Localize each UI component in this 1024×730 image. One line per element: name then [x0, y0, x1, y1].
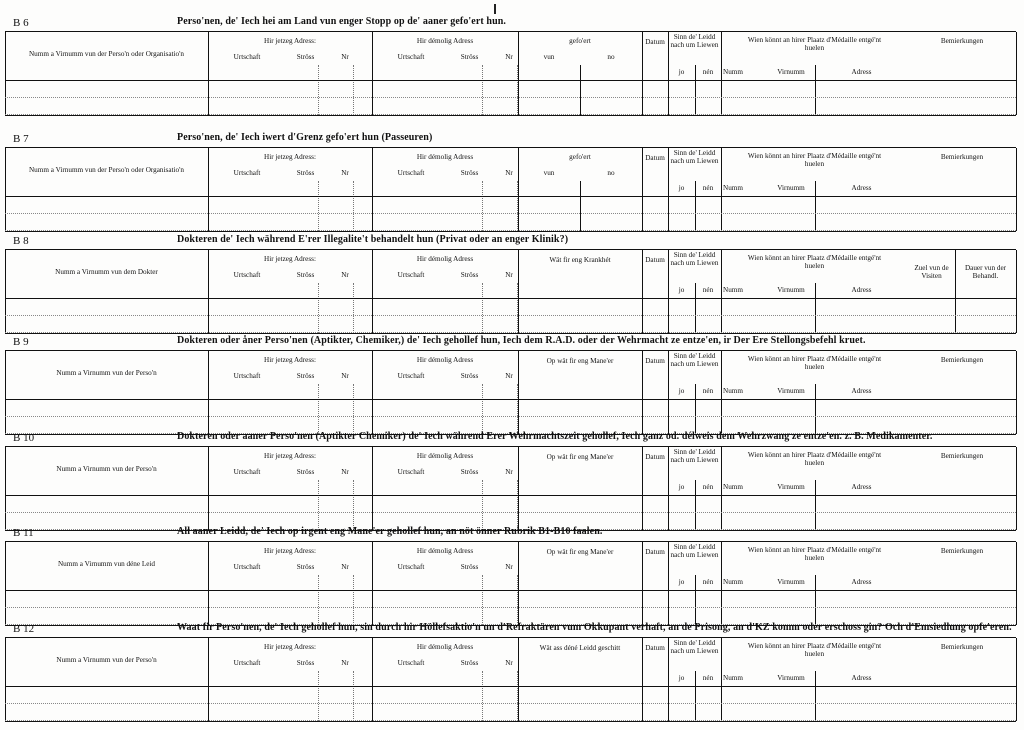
first-column-label: Numm a Virnumm vun der Perso'n: [56, 656, 157, 664]
column-rule: [518, 638, 519, 721]
first-column-label: Numm a Virnumm vun der Perso'n: [56, 465, 157, 473]
table-bottom-rule: [5, 721, 1016, 722]
current-town-label: Urtschaft: [233, 169, 261, 177]
medal-name-label: Numm: [723, 286, 743, 294]
dotted-row-rule: [5, 720, 1016, 721]
medal-firstname-label: Virnumm: [777, 674, 805, 682]
column-rule: [1016, 542, 1017, 625]
column-rule: [721, 542, 722, 625]
current-address-label: Hir jetzeg Adress:: [264, 37, 316, 45]
lives-no-label: nén: [702, 674, 714, 682]
section-header: [5, 15, 1016, 32]
column-rule: [721, 32, 722, 115]
current-address-label: Hir jetzeg Adress:: [264, 255, 316, 263]
header-bottom-rule: [5, 196, 1016, 197]
lives-yes-label: jo: [678, 578, 685, 586]
address-subcolumn-rule: [318, 181, 319, 231]
section-table: [5, 148, 1016, 231]
medal-label: Wien könnt an hirer Plaatz d'Médaille entgé'nt huelen: [747, 254, 882, 270]
current-town-label: Urtschaft: [233, 53, 261, 61]
remarks-label: Bemierkungen: [940, 643, 984, 651]
lives-label: Sinn de' Leidd nach um Liewen: [670, 251, 719, 267]
address-subcolumn-rule: [517, 384, 518, 434]
route-from-label: vun: [543, 169, 555, 177]
former-street-label: Ströss: [460, 563, 479, 571]
address-subcolumn-rule: [353, 65, 354, 115]
column-rule: [518, 351, 519, 434]
address-subcolumn-rule: [482, 283, 483, 333]
address-subcolumn-rule: [353, 283, 354, 333]
treatment-duration-label: Dauer vun der Behandl.: [964, 264, 1007, 280]
former-address-label: Hir démolig Adress: [416, 37, 474, 45]
first-column-label: Numm a Virnumm vun déne Leid: [57, 560, 156, 568]
form-section-b-6: [5, 15, 1016, 115]
current-street-label: Ströss: [296, 372, 315, 380]
former-street-label: Ströss: [460, 659, 479, 667]
former-address-label: Hir démolig Adress: [416, 643, 474, 651]
former-town-label: Urtschaft: [397, 271, 425, 279]
former-number-label: Nr: [505, 563, 513, 571]
column-rule: [955, 250, 956, 333]
former-town-label: Urtschaft: [397, 563, 425, 571]
lives-yes-label: jo: [678, 483, 685, 491]
address-subcolumn-rule: [353, 575, 354, 625]
current-number-label: Nr: [341, 563, 349, 571]
column-rule: [518, 447, 519, 530]
current-street-label: Ströss: [296, 271, 315, 279]
first-column-label: Numm a Virnumm vun der Perso'n oder Organisatio'n: [28, 50, 184, 58]
column-rule: [1016, 148, 1017, 231]
lives-no-label: nén: [702, 387, 714, 395]
extra-label: Op wät fir eng Mane'er: [546, 548, 614, 556]
datum-label: Datum: [645, 548, 665, 556]
section-table: [5, 250, 1016, 333]
route-from-label: vun: [543, 53, 555, 61]
table-left-edge: [5, 351, 6, 434]
column-rule: [518, 542, 519, 625]
address-subcolumn-rule: [517, 575, 518, 625]
lives-no-label: nén: [702, 68, 714, 76]
extra-label: Wät ass déné Leidd geschitt: [539, 644, 621, 652]
address-subcolumn-rule: [517, 283, 518, 333]
lives-no-label: nén: [702, 578, 714, 586]
address-subcolumn-rule: [318, 384, 319, 434]
datum-label: Datum: [645, 453, 665, 461]
former-street-label: Ströss: [460, 169, 479, 177]
address-subcolumn-rule: [482, 575, 483, 625]
dotted-row-rule: [5, 230, 1016, 231]
current-number-label: Nr: [341, 659, 349, 667]
current-town-label: Urtschaft: [233, 563, 261, 571]
lives-label: Sinn de' Leidd nach um Liewen: [670, 639, 719, 655]
dotted-row-rule: [5, 512, 1016, 513]
lives-yes-label: jo: [678, 286, 685, 294]
section-table: [5, 638, 1016, 721]
address-subcolumn-rule: [353, 671, 354, 721]
section-title: Perso'nen, de' Iech hei am Land vun enger Stopp op de' aaner gefo'ert hun.: [177, 16, 506, 27]
lives-no-label: nén: [702, 286, 714, 294]
address-subcolumn-rule: [517, 671, 518, 721]
medal-name-label: Numm: [723, 578, 743, 586]
table-left-edge: [5, 542, 6, 625]
section-code: B 7: [13, 133, 29, 145]
former-street-label: Ströss: [460, 271, 479, 279]
datum-label: Datum: [645, 357, 665, 365]
header-bottom-rule: [5, 590, 1016, 591]
dotted-row-rule: [5, 703, 1016, 704]
medal-label: Wien könnt an hirer Plaatz d'Médaille entgé'nt huelen: [747, 36, 882, 52]
remarks-label: Bemierkungen: [940, 356, 984, 364]
column-rule: [1016, 250, 1017, 333]
route-to-label: no: [607, 169, 615, 177]
column-rule: [721, 250, 722, 333]
form-section-b-7: [5, 131, 1016, 231]
form-section-b-11: [5, 525, 1016, 625]
column-rule: [721, 351, 722, 434]
current-address-label: Hir jetzeg Adress:: [264, 643, 316, 651]
lives-label: Sinn de' Leidd nach um Liewen: [670, 448, 719, 464]
medal-name-label: Numm: [723, 387, 743, 395]
address-subcolumn-rule: [353, 384, 354, 434]
form-section-b-9: [5, 334, 1016, 434]
table-left-edge: [5, 32, 6, 115]
address-subcolumn-rule: [517, 65, 518, 115]
medal-name-label: Numm: [723, 68, 743, 76]
medal-name-label: Numm: [723, 184, 743, 192]
dotted-row-rule: [5, 213, 1016, 214]
former-town-label: Urtschaft: [397, 53, 425, 61]
section-code: B 10: [13, 432, 35, 444]
current-street-label: Ströss: [296, 659, 315, 667]
section-code: B 9: [13, 336, 29, 348]
form-section-b-8: [5, 233, 1016, 333]
section-header: [5, 621, 1016, 638]
address-subcolumn-rule: [482, 181, 483, 231]
extra-label: Op wät fir eng Mane'er: [546, 453, 614, 461]
current-address-label: Hir jetzeg Adress:: [264, 356, 316, 364]
medal-firstname-label: Virnumm: [777, 483, 805, 491]
remarks-label: Bemierkungen: [940, 547, 984, 555]
medal-label: Wien könnt an hirer Plaatz d'Médaille entgé'nt huelen: [747, 546, 882, 562]
former-number-label: Nr: [505, 659, 513, 667]
address-subcolumn-rule: [517, 181, 518, 231]
medal-address-label: Adress: [851, 387, 872, 395]
former-number-label: Nr: [505, 468, 513, 476]
lives-yes-label: jo: [678, 68, 685, 76]
section-header: [5, 131, 1016, 148]
section-title: Dokteren de' Iech während E'rer Illegalite't behandelt hun (Privat oder an enger Klinik?): [177, 234, 569, 245]
medal-address-label: Adress: [851, 68, 872, 76]
header-bottom-rule: [5, 686, 1016, 687]
column-rule: [1016, 351, 1017, 434]
former-number-label: Nr: [505, 271, 513, 279]
form-section-b-12: [5, 621, 1016, 721]
header-bottom-rule: [5, 495, 1016, 496]
medal-address-label: Adress: [851, 184, 872, 192]
section-title: Dokteren oder åner Perso'nen (Aptikter, Chemiker,) de' Iech gehollef hun, Iech dem R.A.D. oder der Wehrmacht ze entze'en, ir Der Ere Stellongsbefehl kruet.: [177, 335, 866, 346]
first-column-label: Numm a Virnumm vun dem Dokter: [55, 268, 158, 276]
former-town-label: Urtschaft: [397, 468, 425, 476]
medal-firstname-label: Virnumm: [777, 184, 805, 192]
current-number-label: Nr: [341, 169, 349, 177]
address-subcolumn-rule: [482, 384, 483, 434]
address-subcolumn-rule: [318, 575, 319, 625]
table-left-edge: [5, 250, 6, 333]
section-title: All aaner Leidd, de' Iech op irgent eng Mane'er gehollef hun, an nöt önner Rubrik B1-B10 faalen.: [177, 526, 603, 537]
lives-yes-label: jo: [678, 674, 685, 682]
medal-address-label: Adress: [851, 674, 872, 682]
form-section-b-10: [5, 430, 1016, 530]
route-split-rule: [580, 181, 581, 231]
datum-label: Datum: [645, 644, 665, 652]
section-header: [5, 334, 1016, 351]
column-rule: [721, 447, 722, 530]
column-rule: [1016, 32, 1017, 115]
section-code: B 11: [13, 527, 34, 539]
address-subcolumn-rule: [318, 671, 319, 721]
datum-label: Datum: [645, 256, 665, 264]
section-table: [5, 351, 1016, 434]
current-town-label: Urtschaft: [233, 271, 261, 279]
medal-label: Wien könnt an hirer Plaatz d'Médaille entgé'nt huelen: [747, 451, 882, 467]
medal-address-label: Adress: [851, 286, 872, 294]
section-title: Waat fir Perso'nen, de' Iech gehollef hun, sin durch hir Höllefsaktio'n un d'Refraktären vum Okkupant verhaft, an de Prisong, an d'KZ komm oder erschoss gin? Och d'Emsiedlung opfe'eren.: [177, 622, 1012, 633]
lives-no-label: nén: [702, 184, 714, 192]
former-address-label: Hir démolig Adress: [416, 452, 474, 460]
current-address-label: Hir jetzeg Adress:: [264, 547, 316, 555]
address-subcolumn-rule: [353, 480, 354, 530]
visits-label: Zuel vun de Visiten: [914, 264, 949, 280]
address-subcolumn-rule: [318, 283, 319, 333]
remarks-label: Bemierkungen: [940, 37, 984, 45]
section-title: Dokteren oder aaner Perso'nen (Aptikter Chemiker) de' Iech während Erer Wehrmachtszeit gehollef, Iech ganz od. délweis dem Wehrzwang ze entze'en. z. B. Medikamenter.: [177, 431, 933, 442]
current-town-label: Urtschaft: [233, 659, 261, 667]
medal-label: Wien könnt an hirer Plaatz d'Médaille entgé'nt huelen: [747, 355, 882, 371]
lives-label: Sinn de' Leidd nach um Liewen: [670, 352, 719, 368]
route-label: gefo'ert: [569, 37, 591, 45]
address-subcolumn-rule: [482, 480, 483, 530]
address-subcolumn-rule: [517, 480, 518, 530]
column-rule: [721, 148, 722, 231]
table-left-edge: [5, 638, 6, 721]
medal-label: Wien könnt an hirer Plaatz d'Médaille entgé'nt huelen: [747, 642, 882, 658]
extra-label: Wät fir eng Krankhét: [549, 256, 611, 264]
former-town-label: Urtschaft: [397, 659, 425, 667]
route-to-label: no: [607, 53, 615, 61]
column-rule: [518, 250, 519, 333]
column-rule: [1016, 638, 1017, 721]
current-number-label: Nr: [341, 271, 349, 279]
current-address-label: Hir jetzeg Adress:: [264, 153, 316, 161]
section-header: [5, 430, 1016, 447]
header-bottom-rule: [5, 298, 1016, 299]
current-street-label: Ströss: [296, 468, 315, 476]
address-subcolumn-rule: [482, 65, 483, 115]
column-rule: [1016, 447, 1017, 530]
medal-label: Wien könnt an hirer Plaatz d'Médaille entgé'nt huelen: [747, 152, 882, 168]
former-street-label: Ströss: [460, 468, 479, 476]
table-bottom-rule: [5, 231, 1016, 232]
address-subcolumn-rule: [318, 65, 319, 115]
former-street-label: Ströss: [460, 372, 479, 380]
route-label: gefo'ert: [569, 153, 591, 161]
current-street-label: Ströss: [296, 169, 315, 177]
table-left-edge: [5, 447, 6, 530]
current-town-label: Urtschaft: [233, 468, 261, 476]
section-table: [5, 447, 1016, 530]
lives-label: Sinn de' Leidd nach um Liewen: [670, 33, 719, 49]
dotted-row-rule: [5, 332, 1016, 333]
medal-address-label: Adress: [851, 483, 872, 491]
medal-name-label: Numm: [723, 483, 743, 491]
current-street-label: Ströss: [296, 563, 315, 571]
section-code: B 12: [13, 623, 35, 635]
dotted-row-rule: [5, 607, 1016, 608]
former-address-label: Hir démolig Adress: [416, 547, 474, 555]
datum-label: Datum: [645, 38, 665, 46]
medal-name-label: Numm: [723, 674, 743, 682]
former-number-label: Nr: [505, 53, 513, 61]
current-address-label: Hir jetzeg Adress:: [264, 452, 316, 460]
medal-firstname-label: Virnumm: [777, 68, 805, 76]
current-number-label: Nr: [341, 53, 349, 61]
first-column-label: Numm a Virnumm vun der Perso'n oder Organisatio'n: [28, 166, 184, 174]
dotted-row-rule: [5, 416, 1016, 417]
medal-address-label: Adress: [851, 578, 872, 586]
address-subcolumn-rule: [318, 480, 319, 530]
former-number-label: Nr: [505, 372, 513, 380]
current-number-label: Nr: [341, 372, 349, 380]
section-code: B 8: [13, 235, 29, 247]
former-town-label: Urtschaft: [397, 169, 425, 177]
section-table: [5, 32, 1016, 115]
header-bottom-rule: [5, 399, 1016, 400]
dotted-row-rule: [5, 315, 1016, 316]
lives-label: Sinn de' Leidd nach um Liewen: [670, 149, 719, 165]
address-subcolumn-rule: [353, 181, 354, 231]
medal-firstname-label: Virnumm: [777, 387, 805, 395]
address-subcolumn-rule: [482, 671, 483, 721]
table-bottom-rule: [5, 115, 1016, 116]
datum-label: Datum: [645, 154, 665, 162]
section-table: [5, 542, 1016, 625]
page-mark: [494, 4, 496, 14]
column-rule: [721, 638, 722, 721]
section-code: B 6: [13, 17, 29, 29]
header-bottom-rule: [5, 80, 1016, 81]
former-town-label: Urtschaft: [397, 372, 425, 380]
former-street-label: Ströss: [460, 53, 479, 61]
section-header: [5, 525, 1016, 542]
dotted-row-rule: [5, 114, 1016, 115]
dotted-row-rule: [5, 97, 1016, 98]
lives-no-label: nén: [702, 483, 714, 491]
lives-yes-label: jo: [678, 387, 685, 395]
former-number-label: Nr: [505, 169, 513, 177]
current-town-label: Urtschaft: [233, 372, 261, 380]
former-address-label: Hir démolig Adress: [416, 255, 474, 263]
route-split-rule: [580, 65, 581, 115]
remarks-label: Bemierkungen: [940, 452, 984, 460]
former-address-label: Hir démolig Adress: [416, 356, 474, 364]
medal-firstname-label: Virnumm: [777, 578, 805, 586]
remarks-label: Bemierkungen: [940, 153, 984, 161]
current-number-label: Nr: [341, 468, 349, 476]
extra-label: Op wät fir eng Mane'er: [546, 357, 614, 365]
medal-firstname-label: Virnumm: [777, 286, 805, 294]
lives-label: Sinn de' Leidd nach um Liewen: [670, 543, 719, 559]
section-header: [5, 233, 1016, 250]
current-street-label: Ströss: [296, 53, 315, 61]
first-column-label: Numm a Virnumm vun der Perso'n: [56, 369, 157, 377]
table-left-edge: [5, 148, 6, 231]
section-title: Perso'nen, de' Iech iwert d'Grenz gefo'ert hun (Passeuren): [177, 132, 433, 143]
lives-yes-label: jo: [678, 184, 685, 192]
former-address-label: Hir démolig Adress: [416, 153, 474, 161]
